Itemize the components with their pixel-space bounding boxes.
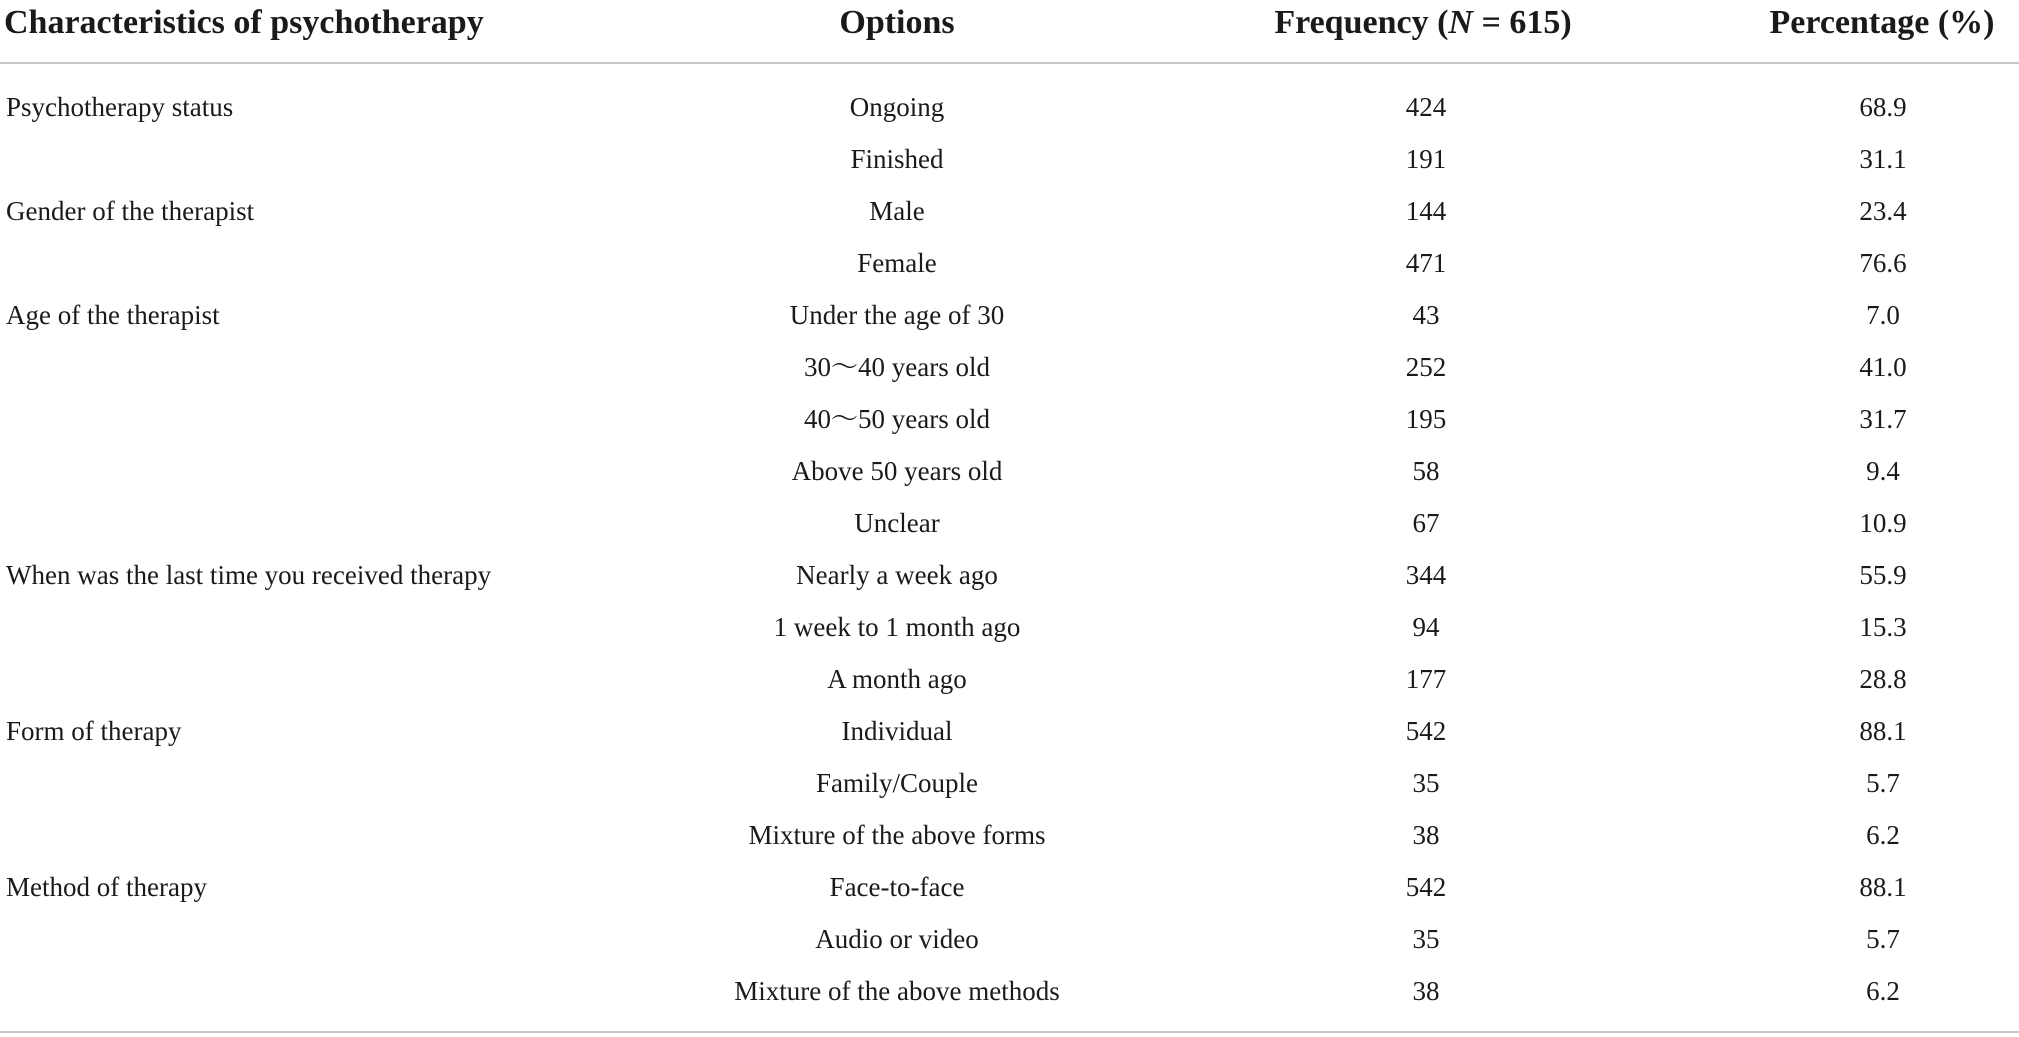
- row-option: Face-to-face: [829, 872, 965, 902]
- row-characteristic: Gender of the therapist: [6, 196, 255, 226]
- row-option: Audio or video: [815, 924, 979, 954]
- row-option: Male: [869, 196, 925, 226]
- row-percentage: 88.1: [1859, 716, 1907, 746]
- row-percentage: 31.1: [1859, 144, 1907, 174]
- row-option: Finished: [850, 144, 944, 174]
- row-characteristic: Age of the therapist: [6, 300, 220, 330]
- header-divider: [0, 62, 2019, 64]
- row-option: 1 week to 1 month ago: [773, 612, 1021, 642]
- table-row: [0, 610, 2019, 662]
- row-option: Mixture of the above methods: [734, 976, 1060, 1006]
- row-percentage: 6.2: [1866, 820, 1900, 850]
- table-header-row: [0, 0, 2019, 62]
- row-option: Nearly a week ago: [796, 560, 998, 590]
- row-frequency: 542: [1405, 872, 1447, 902]
- table-row: [0, 454, 2019, 506]
- header-options: Options: [839, 4, 955, 41]
- row-percentage: 5.7: [1866, 924, 1900, 954]
- table-row: [0, 402, 2019, 454]
- table-row: [0, 298, 2019, 350]
- table-row: [0, 90, 2019, 142]
- table-row: [0, 506, 2019, 558]
- row-percentage: 9.4: [1866, 456, 1900, 486]
- row-frequency: 424: [1405, 92, 1447, 122]
- row-option: Unclear: [854, 508, 940, 538]
- row-option: Mixture of the above forms: [748, 820, 1046, 850]
- table-row: [0, 922, 2019, 974]
- row-percentage: 31.7: [1859, 404, 1907, 434]
- row-frequency: 542: [1405, 716, 1447, 746]
- row-percentage: 76.6: [1859, 248, 1907, 278]
- row-frequency: 38: [1412, 976, 1440, 1006]
- table-row: [0, 974, 2019, 1026]
- header-frequency: [1274, 6, 1571, 40]
- row-percentage: 5.7: [1866, 768, 1900, 798]
- row-frequency: 177: [1405, 664, 1447, 694]
- row-option: Above 50 years old: [791, 456, 1003, 486]
- header-frequency-suffix: = 615): [1472, 4, 1572, 41]
- header-frequency-n: N: [1448, 4, 1473, 41]
- row-option: A month ago: [827, 664, 967, 694]
- table-row: [0, 558, 2019, 610]
- row-frequency: 195: [1405, 404, 1447, 434]
- row-characteristic: When was the last time you received therapy: [6, 560, 492, 590]
- row-option: 30～40 years old: [804, 352, 990, 382]
- table-row: [0, 194, 2019, 246]
- row-frequency: 35: [1412, 924, 1440, 954]
- row-percentage: 10.9: [1859, 508, 1907, 538]
- row-frequency: 35: [1412, 768, 1440, 798]
- table-row: [0, 766, 2019, 818]
- row-percentage: 55.9: [1859, 560, 1907, 590]
- row-characteristic: Form of therapy: [6, 716, 182, 746]
- table-row: [0, 818, 2019, 870]
- row-option: Female: [857, 248, 937, 278]
- row-frequency: 94: [1412, 612, 1440, 642]
- row-frequency: 43: [1412, 300, 1440, 330]
- header-characteristics: Characteristics of psychotherapy: [4, 4, 484, 41]
- table-body: [0, 90, 2019, 1026]
- row-option: Family/Couple: [816, 768, 978, 798]
- header-frequency-prefix: Frequency (: [1274, 4, 1449, 41]
- row-percentage: 88.1: [1859, 872, 1907, 902]
- row-percentage: 41.0: [1859, 352, 1907, 382]
- row-frequency: 344: [1405, 560, 1447, 590]
- row-percentage: 23.4: [1859, 196, 1907, 226]
- table-row: [0, 350, 2019, 402]
- row-percentage: 7.0: [1866, 300, 1900, 330]
- table-row: [0, 142, 2019, 194]
- row-percentage: 68.9: [1859, 92, 1907, 122]
- row-characteristic: Psychotherapy status: [6, 92, 234, 122]
- row-frequency: 252: [1405, 352, 1447, 382]
- table-bottom-rule: [0, 1031, 2019, 1033]
- row-frequency: 144: [1405, 196, 1447, 226]
- row-option: Ongoing: [849, 92, 945, 122]
- row-option: 40～50 years old: [804, 404, 990, 434]
- row-frequency: 58: [1412, 456, 1440, 486]
- header-percentage: Percentage (%): [1769, 4, 1995, 41]
- row-frequency: 471: [1405, 248, 1447, 278]
- row-percentage: 28.8: [1859, 664, 1907, 694]
- row-frequency: 191: [1405, 144, 1447, 174]
- table-row: [0, 870, 2019, 922]
- row-percentage: 15.3: [1859, 612, 1907, 642]
- row-frequency: 38: [1412, 820, 1440, 850]
- table-row: [0, 662, 2019, 714]
- row-option: Under the age of 30: [789, 300, 1005, 330]
- row-option: Individual: [841, 716, 953, 746]
- table-row: [0, 714, 2019, 766]
- table-row: [0, 246, 2019, 298]
- row-frequency: 67: [1412, 508, 1440, 538]
- row-characteristic: Method of therapy: [6, 872, 207, 902]
- row-percentage: 6.2: [1866, 976, 1900, 1006]
